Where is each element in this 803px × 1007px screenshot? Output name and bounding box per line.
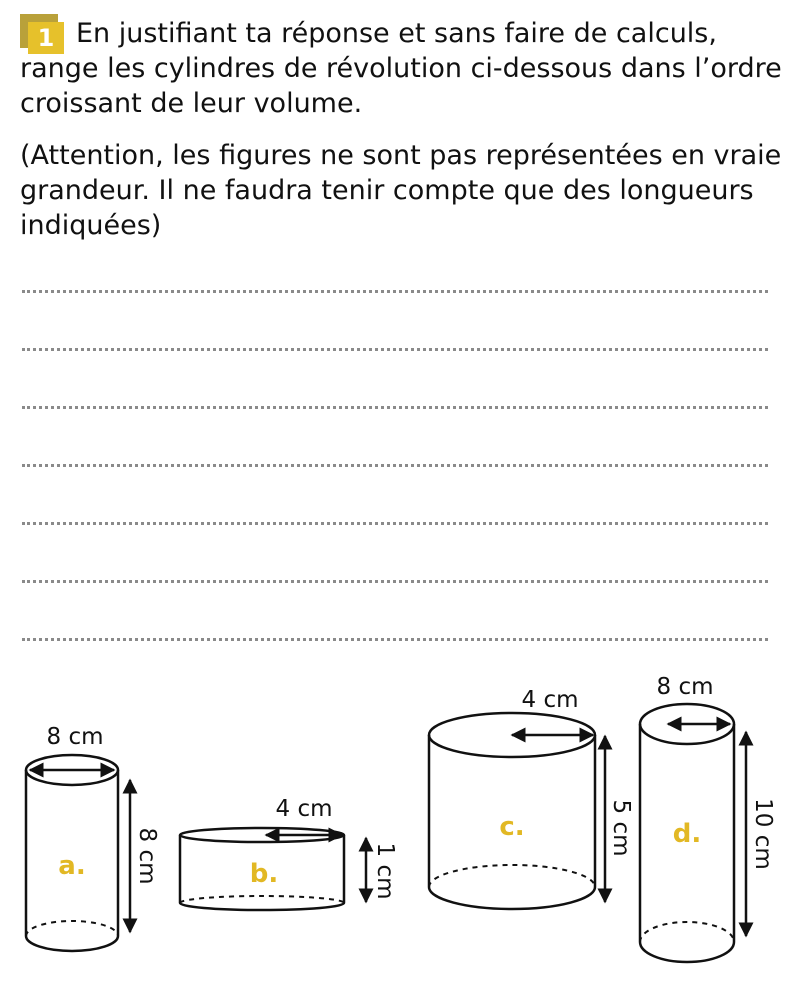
cylinder-b-height: 1 cm [372,842,398,900]
cylinder-c-letter: c. [499,812,525,842]
cylinder-d-diameter: 8 cm [656,674,714,700]
cylinder-c [429,713,605,909]
instruction-text: En justifiant ta réponse et sans faire de calculs, range les cylindres de révolution ci-dessous dans l’ordre croissant de leur volume. [20,18,782,119]
cylinder-b-diameter: 4 cm [275,796,333,822]
cylinder-c-height: 5 cm [608,799,634,857]
cylinder-d-letter: d. [672,819,702,849]
answer-line[interactable] [22,464,768,467]
cylinder-c-diameter: 4 cm [521,687,579,713]
cylinder-a-height: 8 cm [134,827,160,885]
cylinder-b-letter: b. [249,859,279,889]
cylinder-d-height: 10 cm [750,798,776,870]
answer-line[interactable] [22,406,768,409]
exercise-note: (Attention, les figures ne sont pas représentées en vraie grandeur. Il ne faudra tenir compte que des longueurs indiquées) [20,140,782,241]
answer-line[interactable] [22,290,768,293]
answer-line[interactable] [22,638,768,641]
answer-lines[interactable] [22,290,768,696]
answer-line[interactable] [22,348,768,351]
exercise-instruction [20,16,790,121]
cylinder-a-diameter: 8 cm [46,724,104,750]
cylinder-a-letter: a. [58,851,86,881]
answer-line[interactable] [22,580,768,583]
cylinders-figure [0,660,803,1007]
answer-line[interactable] [22,522,768,525]
exercise-number: 1 [28,22,64,54]
